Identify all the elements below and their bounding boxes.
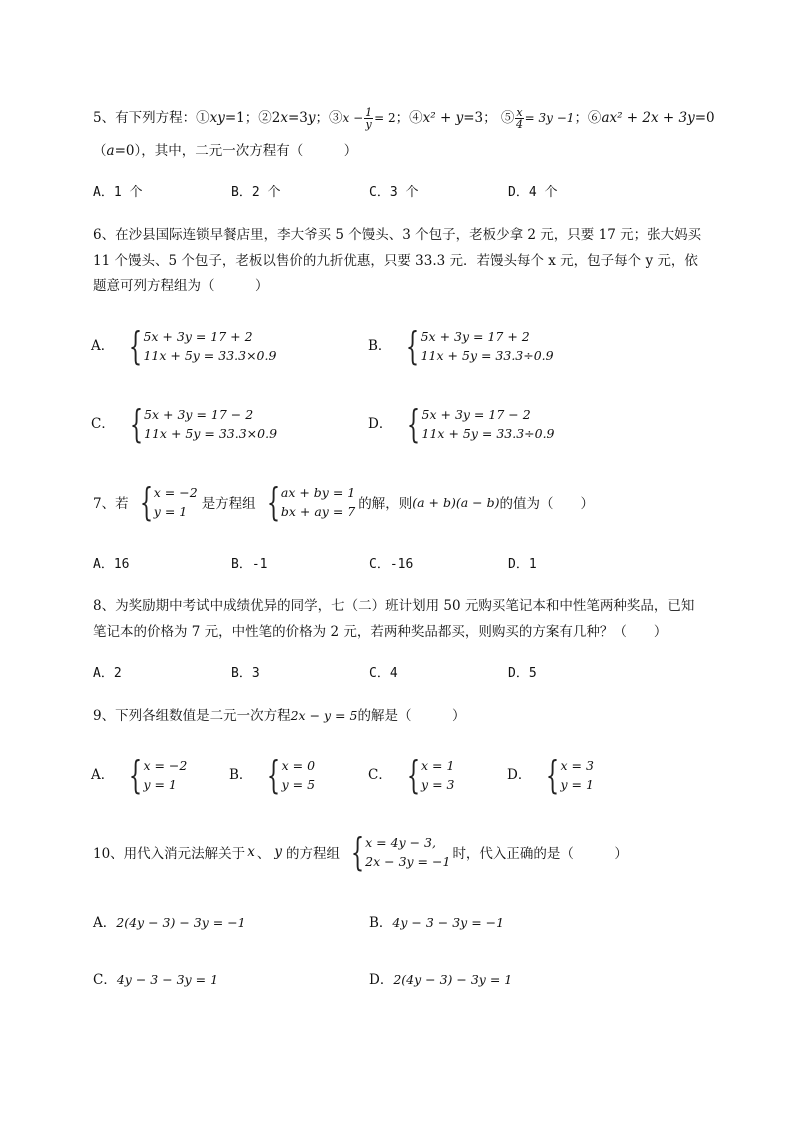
option-label: C． [368,767,392,783]
q6-line3: 题意可列方程组为（ ） [93,278,269,294]
q5-var-a: a [106,143,115,159]
q5-eq4-post: = 2 [374,111,396,125]
brace-icon: { [350,830,365,874]
q7-option-d[interactable]: D．1 [508,557,537,572]
q5-text: ；③ [315,110,343,126]
q6-line1: 6、在沙县国际连锁早餐店里，李大爷买 5 个馒头、3 个包子，老板少拿 2 元，只要 17 元；张大妈买 [93,227,702,243]
q5-text: ；④ [395,110,423,126]
q5-text: =0 [694,110,715,126]
brace-icon: { [406,324,420,368]
q5-frac1 [364,107,373,130]
q5-text: （ [93,143,107,159]
q7-text: 的值为（ ） [499,496,594,512]
q5-eq6: = 3y −1 [524,111,575,125]
q5-option-a[interactable]: A．1 个 [93,185,143,200]
option-label: D． [368,416,393,432]
q8-option-d[interactable]: D．5 [508,666,537,681]
brace-icon: { [129,402,144,446]
system-row: y = 3 [421,777,455,792]
q5-option-d[interactable]: D．4 个 [508,185,558,200]
q7-option-a[interactable]: A．16 [93,557,130,572]
q8-line1: 8、为奖励期中考试中成绩优异的同学，七（二）班计划用 50 元购买笔记本和中性笔两种奖品，已知 [93,598,695,614]
system-row: 11x + 5y = 33.3÷0.9 [420,348,554,363]
q5-eq7: ax² + 2x + 3y [601,110,695,126]
q5-eq5: x² + y [422,110,464,126]
q5-frac2 [515,107,523,130]
q5-text: =3 [287,110,308,126]
system-row: y = 1 [153,504,188,519]
q5-line2 [93,141,357,161]
q10-var-y: y [274,844,282,860]
q8-option-a[interactable]: A．2 [93,666,122,681]
option-label: B． [369,915,393,931]
system-row: bx + ay = 7 [280,504,356,519]
q5-eq1: xy [209,110,225,126]
q7-text: 7、若 [93,496,129,512]
q10-text: 、 [256,846,271,862]
option-label: C． [91,416,115,432]
q5-option-c[interactable]: C．3 个 [369,185,419,200]
system-row: ax + by = 1 [280,485,356,500]
frac-den: y [365,118,372,131]
frac-num: x [516,106,523,119]
q5-text: =3； ⑤ [463,110,515,126]
q5-eq4: x − [342,111,364,125]
q10-var-x: x [247,844,255,860]
q6-line2: 11 个馒头、5 个包子，老板以售价的九折优惠，只要 33.3 元．若馒头每个 x 元，包子每个 y 元，依 [93,253,698,269]
brace-icon: { [129,324,143,368]
q5-line1 [93,107,715,130]
q10-stem [93,830,628,874]
system-row: 11x + 5y = 33.3×0.9 [144,426,278,441]
q7-text: 是方程组 [201,496,256,512]
q7-option-c[interactable]: C．-16 [369,557,414,572]
system-row: x = −2 [153,485,198,500]
q5-eq3: y [307,110,316,126]
q7-option-b[interactable]: B．-1 [231,557,268,572]
system-row: x = −2 [143,758,188,773]
q5-option-b[interactable]: B．2 个 [231,185,281,200]
q8-option-c[interactable]: C．4 [369,666,398,681]
brace-icon: { [407,402,421,446]
q5-text: =1；②2 [224,110,281,126]
q9-stem [93,706,465,726]
q7-expr: (a + b)(a − b) [412,494,500,510]
option-label: D． [507,767,532,783]
system-row: x = 0 [281,758,316,773]
q8-option-b[interactable]: B．3 [231,666,260,681]
system-row: 5x + 3y = 17 + 2 [420,329,530,344]
q5-text: =0），其中，二元一次方程有（ ） [114,143,358,159]
option-label: B． [229,767,253,783]
q5-text: ；⑥ [574,110,602,126]
brace-icon: { [129,753,143,797]
system-row: x = 1 [421,758,455,773]
option-label: D． [369,972,394,988]
q5-text: 5、有下列方程：① [93,110,210,126]
q9-text: 9、下列各组数值是二元一次方程 [93,708,291,724]
option-label: C． [93,972,117,988]
q7-stem [93,480,594,524]
option-label: B． [368,338,392,354]
brace-icon: { [267,753,281,797]
system-row: y = 5 [281,777,316,792]
system-row: 5x + 3y = 17 + 2 [143,329,253,344]
q9-text: 的解是（ ） [357,708,466,724]
option-label: A． [91,767,115,783]
option-expr: 4y − 3 − 3y = 1 [116,972,219,987]
brace-icon: { [266,480,280,524]
brace-icon: { [406,753,421,797]
option-expr: 4y − 3 − 3y = −1 [392,915,505,930]
system-row: 11x + 5y = 33.3÷0.9 [421,426,555,441]
system-row: 5x + 3y = 17 − 2 [421,407,531,422]
brace-icon: { [546,753,560,797]
frac-num: 1 [365,106,373,119]
system-row: y = 1 [143,777,177,792]
option-label: A． [91,338,115,354]
q8-line2: 笔记本的价格为 7 元，中性笔的价格为 2 元，若两种奖品都买，则购买的方案有几种？（ ） [93,624,668,640]
q10-option-b[interactable] [369,913,504,933]
frac-den: 4 [516,118,524,131]
option-expr: 2(4y − 3) − 3y = −1 [116,915,246,930]
q10-option-c[interactable] [93,970,218,990]
q9-equation: 2x − y = 5 [290,708,358,723]
q10-option-a[interactable] [93,913,246,933]
q10-text: 10、用代入消元法解关于 [93,846,246,862]
system-row: x = 3 [560,758,594,773]
system-row: 11x + 5y = 33.3×0.9 [143,348,277,363]
brace-icon: { [139,480,153,524]
system-row: y = 1 [560,777,594,792]
q10-text: 时，代入正确的是（ ） [452,846,628,862]
q7-text: 的解，则 [358,496,413,512]
q10-text: 的方程组 [285,846,340,862]
option-label: A． [93,915,117,931]
option-expr: 2(4y − 3) − 3y = 1 [393,972,513,987]
q10-option-d[interactable] [369,970,512,990]
system-row: x = 4y − 3, [365,835,436,850]
q5-eq2: x [280,110,288,126]
system-row: 2x − 3y = −1 [365,854,451,869]
system-row: 5x + 3y = 17 − 2 [144,407,254,422]
